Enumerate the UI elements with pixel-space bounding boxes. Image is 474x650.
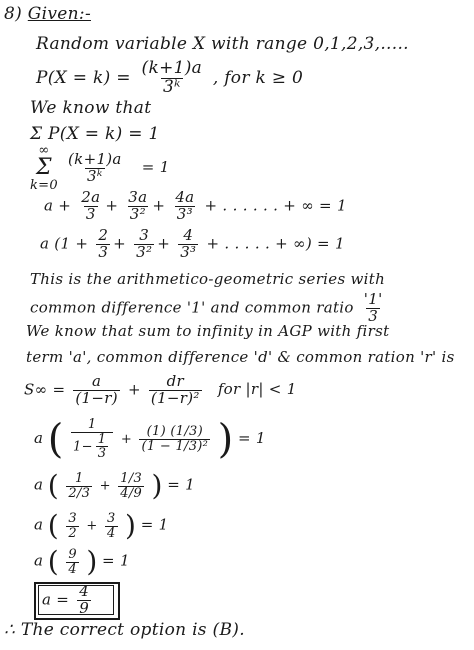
step1-a-den-frac	[96, 433, 109, 461]
sinf-f2-num: dr	[166, 372, 185, 390]
step2-lead: a	[34, 475, 44, 494]
step2-plus: +	[99, 478, 111, 494]
pmf-lhs: P(X = k) =	[36, 67, 131, 88]
step1-fraction-b	[139, 425, 210, 453]
series1-t3-den: 3³	[176, 204, 193, 223]
step2-n2: 1/3	[120, 471, 143, 486]
step2-fraction-1	[66, 472, 92, 500]
step2-open-paren: (	[47, 469, 59, 503]
series2-t3-num: 4	[183, 226, 194, 244]
series-line-2: a (1 + $\frac{2}{3}$ + $\frac{3}{\text{3²}}$ + $\frac{4}{\text{3³}}$ + . . . . . + ∞) = 1	[40, 226, 345, 261]
sigma-block	[30, 144, 58, 192]
series1-t1-num: 2a	[81, 188, 101, 206]
agp-line-2	[30, 292, 388, 325]
step-1	[34, 418, 266, 461]
series1-t1-den: 3	[85, 204, 96, 223]
step3-open-paren: (	[47, 509, 59, 543]
series2-term1	[96, 228, 110, 261]
step3-d2: 4	[107, 525, 116, 541]
given-line: Random variable X with range 0,1,2,3,.....	[36, 34, 409, 54]
agp-line-4: term 'a', common difference 'd' & common ration 'r' is	[26, 348, 455, 366]
step3-lead: a	[34, 515, 44, 534]
step4-fraction	[66, 548, 79, 576]
step1-b-den: (1 − 1/3)²	[141, 438, 209, 454]
step4-d1: 4	[68, 561, 77, 577]
step1-open-paren: (	[47, 416, 64, 463]
step-4	[34, 545, 130, 579]
step3-n2: 3	[107, 511, 116, 526]
sinf-fraction-1	[73, 374, 120, 407]
series1-t2-den: 3²	[129, 204, 146, 223]
agp2-ratio-num: '1'	[363, 290, 383, 308]
question-number: 8)	[4, 4, 23, 24]
series2-t1-den: 3	[98, 242, 109, 261]
sinf-cond: for |r| < 1	[217, 380, 297, 399]
step3-rhs: = 1	[140, 515, 169, 534]
series2-t1-num: 2	[98, 226, 109, 244]
step1-a-den-pre: 1−	[73, 439, 93, 455]
conclusion-line: ∴ The correct option is (B).	[4, 620, 245, 640]
step3-fraction-2	[105, 512, 118, 540]
step3-plus: +	[86, 518, 98, 534]
series2-lead: a (1 +	[40, 234, 89, 253]
step1-fraction-a	[71, 418, 113, 461]
question-heading	[4, 4, 91, 24]
sinf-plus: +	[127, 380, 141, 399]
sum2-fraction	[66, 149, 124, 185]
step2-d2: 4/9	[120, 485, 143, 501]
series1-term1	[79, 190, 102, 223]
series2-tail: + . . . . . + ∞) = 1	[206, 234, 345, 253]
step4-open-paren: (	[47, 545, 59, 579]
step4-close-paren: )	[86, 545, 98, 579]
answer-lhs: a =	[42, 590, 70, 609]
step1-a-num: 1	[87, 417, 97, 432]
step4-n1: 9	[68, 547, 77, 562]
pmf-line	[36, 60, 303, 97]
series1-lead: a +	[44, 196, 72, 215]
sum2-num: (k+1)a	[68, 149, 122, 168]
series2-t2-den: 3²	[136, 242, 153, 261]
given-heading: Given:-	[27, 4, 91, 24]
step2-n1: 1	[74, 471, 84, 486]
step1-rhs: = 1	[237, 428, 266, 447]
step2-d1: 2/3	[68, 485, 91, 501]
series2-t2-num: 3	[139, 226, 150, 244]
sum-line-1: Σ P(X = k) = 1	[30, 124, 160, 144]
sigma-lower: k=0	[30, 178, 58, 193]
sinf-f1-den: (1−r)	[75, 388, 118, 407]
sum2-rhs: = 1	[141, 158, 170, 176]
series-line-1: a + $\frac{2a}{3}$ + $\frac{3a}{\text{3²}}$ + $\frac{4a}{\text{3³}}$ + . . . . . . + ∞ = 1	[44, 188, 347, 223]
pmf-cond: , for k ≥ 0	[212, 67, 304, 88]
answer-line	[42, 584, 94, 617]
step1-a-den-den: 3	[97, 446, 107, 462]
agp2-ratio	[362, 292, 385, 325]
pmf-fraction	[140, 60, 205, 97]
series1-term3	[173, 190, 196, 223]
series2-term2	[134, 228, 154, 261]
step3-close-paren: )	[125, 509, 137, 543]
series1-term2	[126, 190, 149, 223]
sigma-symbol: Σ	[36, 155, 52, 180]
series1-t3-num: 4a	[175, 188, 195, 206]
step-3	[34, 509, 169, 543]
step1-close-paren: )	[217, 416, 234, 463]
series1-t2-num: 3a	[128, 188, 148, 206]
sinf-fraction-2	[149, 374, 202, 407]
step1-lead: a	[34, 428, 44, 447]
step3-n1: 3	[68, 511, 77, 526]
step1-b-num: (1) (1/3)	[146, 424, 203, 440]
agp2-ratio-den: 3	[368, 306, 379, 325]
pmf-den: 3ᵏ	[163, 76, 181, 97]
step4-lead: a	[34, 551, 44, 570]
step4-rhs: = 1	[102, 551, 130, 570]
series2-term3	[178, 228, 198, 261]
series2-t3-den: 3³	[180, 242, 197, 261]
step2-fraction-2	[118, 472, 144, 500]
step2-close-paren: )	[151, 469, 163, 503]
agp2-text: common difference '1' and common ratio	[30, 298, 354, 317]
step1-plus: +	[120, 431, 133, 447]
step-2	[34, 469, 195, 503]
pmf-num: (k+1)a	[141, 58, 203, 78]
know-that-1: We know that	[30, 98, 152, 118]
answer-num: 4	[79, 582, 90, 600]
sum2-den: 3ᵏ	[87, 166, 103, 185]
sinf-f1-num: a	[92, 372, 102, 390]
step1-a-den-num: 1	[97, 431, 107, 447]
step2-rhs: = 1	[167, 475, 195, 494]
agp-line-3: We know that sum to infinity in AGP with first	[26, 322, 390, 340]
agp-line-1: This is the arithmetico-geometric series with	[30, 270, 386, 288]
step3-d1: 2	[68, 525, 77, 541]
sinf-lhs: S∞ =	[24, 380, 66, 399]
answer-den: 9	[79, 598, 90, 617]
answer-fraction	[77, 584, 91, 617]
series1-tail: + . . . . . . + ∞ = 1	[204, 196, 347, 215]
sum-line-2	[30, 144, 170, 192]
s-infinity-line	[24, 374, 297, 407]
sigma-upper: ∞	[38, 143, 50, 158]
sinf-f2-den: (1−r)²	[150, 388, 200, 407]
step3-fraction-1	[66, 512, 79, 540]
step1-a-den	[71, 432, 113, 461]
